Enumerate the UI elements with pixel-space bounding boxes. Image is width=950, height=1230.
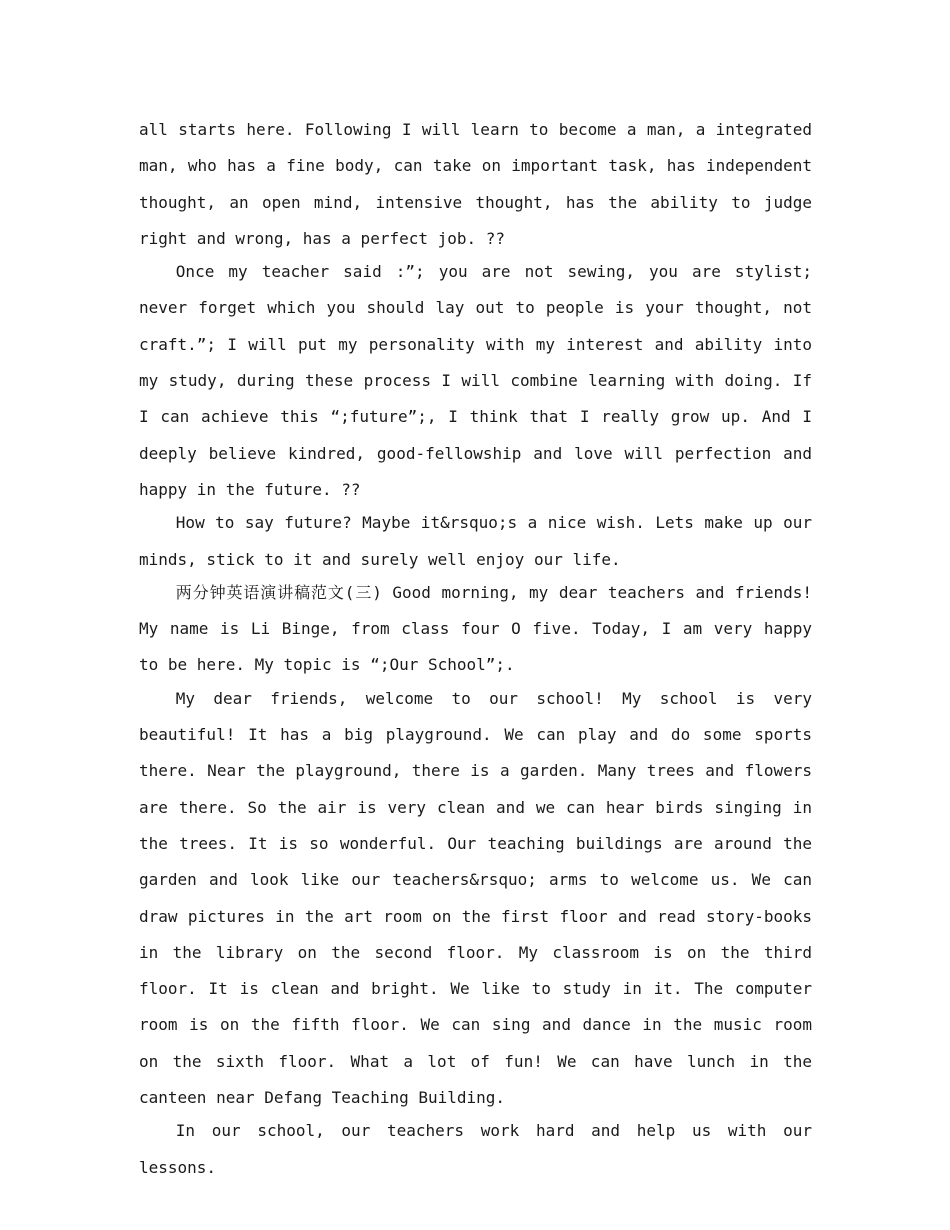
body-text: [139, 112, 812, 1186]
paragraph-3: How to say future? Maybe it&rsquo;s a nice wish. Lets make up our minds, stick to it and surely well enjoy our life.: [139, 513, 812, 569]
paragraph-1: all starts here. Following I will learn to become a man, a integrated man, who has a fine body, can take on important task, has independent thought, an open mind, intensive thought, has the ability to judge right and wrong, has a perfect job. ??: [139, 120, 812, 248]
paragraph-5: My dear friends, welcome to our school! My school is very beautiful! It has a big playground. We can play and do some sports there. Near the playground, there is a garden. Many trees and flowers are there. So the air is very clean and we can hear birds singing in the trees. It is so wonderful. Our teaching buildings are around the garden and look like our teachers&rsquo; arms to welcome us. We can draw pictures in the art room on the first floor and read story-books in the library on the second floor. My classroom is on the third floor. It is clean and bright. We like to study in it. The computer room is on the fifth floor. We can sing and dance in the music room on the sixth floor. What a lot of fun! We can have lunch in the canteen near Defang Teaching Building.: [139, 688, 812, 1108]
paragraph-2: Once my teacher said :”; you are not sewing, you are stylist; never forget which you should lay out to people is your thought, not craft.”; I will put my personality with my interest and ability into my study, during these process I will combine learning with doing. If I can achieve this “;future”;, I think that I really grow up. And I deeply believe kindred, good-fellowship and love will perfection and happy in the future. ??: [139, 262, 812, 499]
paragraph-6: In our school, our teachers work hard and help us with our lessons.: [139, 1121, 812, 1177]
paragraph-4-section-heading: 两分钟英语演讲稿范文(三) Good morning, my dear teachers and friends! My name is Li Binge, from class four O five. Today, I am very happy to be here. My topic is “;Our School”;.: [139, 582, 812, 675]
